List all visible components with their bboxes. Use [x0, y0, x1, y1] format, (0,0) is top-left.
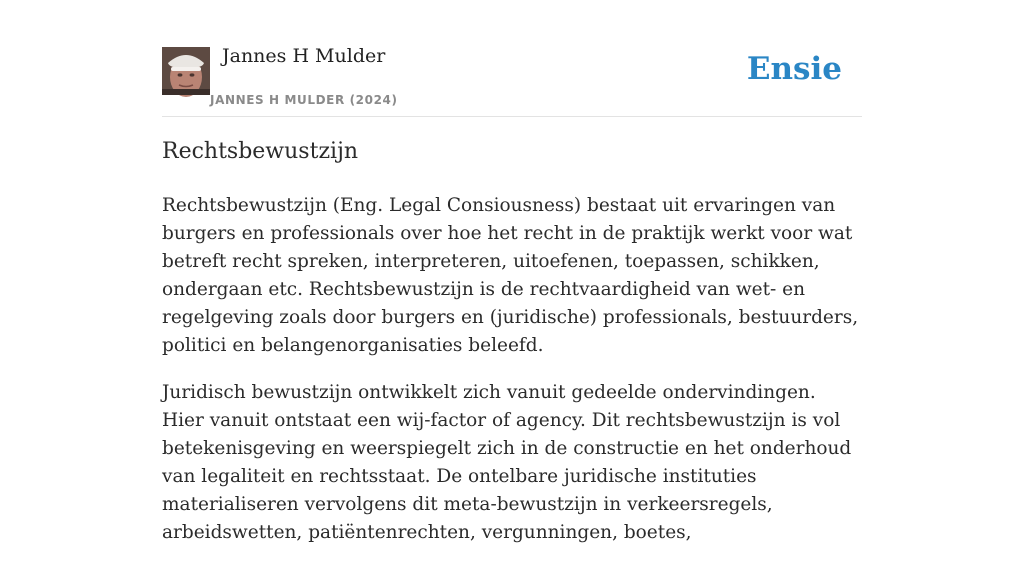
article-body — [162, 192, 862, 566]
article-title: Rechtsbewustzijn — [162, 139, 359, 164]
page — [162, 0, 862, 543]
article-paragraph: Rechtsbewustzijn (Eng. Legal Consiousness) bestaat uit ervaringen van burgers en professionals over hoe het recht in de praktijk werkt voor wat betreft recht spreken, interpreteren, uitoefenen, toepassen, schikken, ondergaan etc. Rechtsbewustzijn is de rechtvaardigheid van wet- en regelgeving zoals door burgers en (juridische) professionals, bestuurders, politici en belangenorganisaties beleefd. — [162, 195, 859, 356]
author-name[interactable]: Jannes H Mulder — [222, 45, 386, 67]
article-paragraph: Juridisch bewustzijn ontwikkelt zich vanuit gedeelde ondervindingen. Hier vanuit ontstaat een wij-factor of agency. Dit rechtsbewustzijn is vol betekenisgeving en weerspiegelt zich in de constructie en het onderhoud van legaliteit en rechtsstaat. De ontelbare juridische instituties materialiseren vervolgens dit meta-bewustzijn in verkeersregels, arbeidswetten, patiëntenrechten, vergunningen, boetes, — [162, 382, 852, 543]
ensie-logo[interactable]: Ensie — [746, 51, 842, 87]
author-byline: JANNES H MULDER (2024) — [210, 93, 398, 107]
article-header — [162, 0, 862, 117]
author-avatar[interactable] — [162, 47, 210, 95]
avatar-photo — [162, 47, 210, 95]
